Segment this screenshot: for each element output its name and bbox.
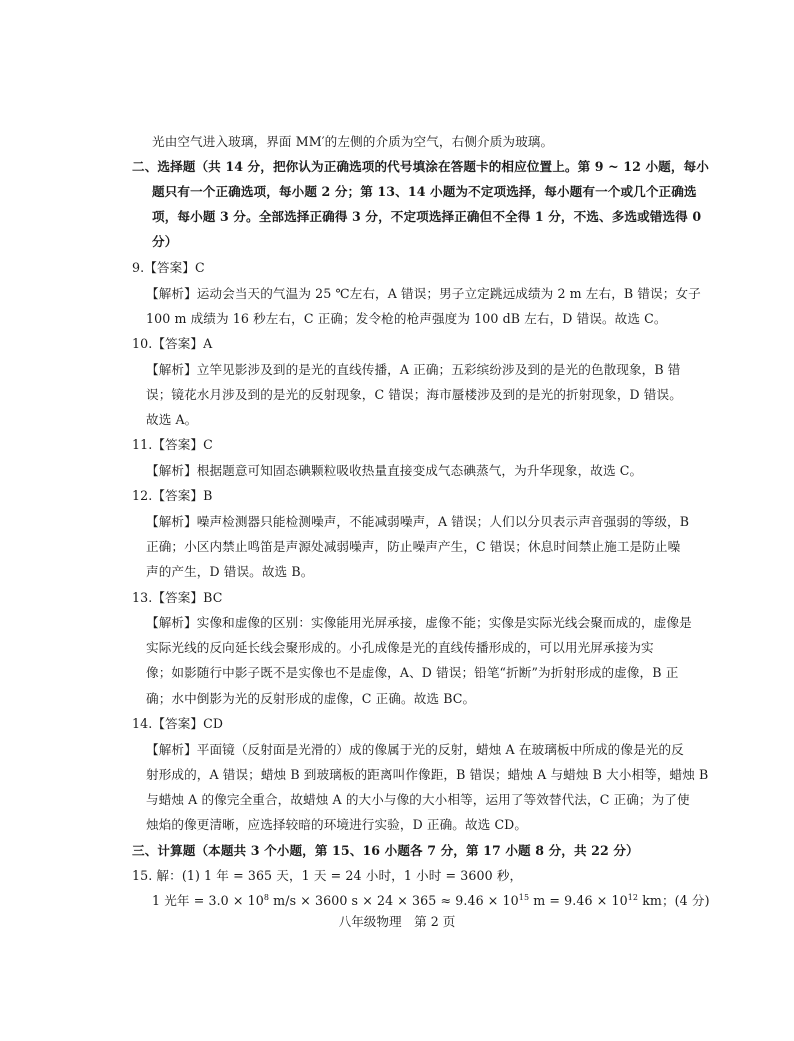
section-heading-choice: 二、选择题（共 14 分，把你认为正确选项的代号填涂在答题卡的相应位置上。第 9 ~ 12 小题，每小 [132,159,709,174]
analysis-14-line-1: 【解析】平面镜（反射面是光滑的）成的像属于光的反射，蜡烛 A 在玻璃板中所成的像是光的反 [146,742,684,757]
analysis-12-line-1: 【解析】噪声检测器只能检测噪声，不能减弱噪声，A 错误；人们以分贝表示声音强弱的等级，B [146,514,690,529]
analysis-14-line-2: 射形成的，A 错误；蜡烛 B 到玻璃板的距离叫作像距，B 错误；蜡烛 A 与蜡烛 B 大小相等，蜡烛 B [146,767,709,782]
analysis-13-line-2: 实际光线的反向延长线会聚形成的。小孔成像是光的直线传播形成的，可以用光屏承接为实 [146,640,654,655]
analysis-13-line-4: 确；水中倒影为光的反射形成的虚像，C 正确。故选 BC。 [146,691,476,706]
analysis-10-line-1: 【解析】立竿见影涉及到的是光的直线传播，A 正确；五彩缤纷涉及到的是光的色散现象，B 错 [146,362,681,377]
formula-exponent-3: 12 [627,893,639,902]
analysis-13-line-1: 【解析】实像和虚像的区别：实像能用光屏承接，虚像不能；实像是实际光线会聚而成的，虚像是 [146,615,692,630]
analysis-12-line-2: 正确；小区内禁止鸣笛是声源处减弱噪声，防止噪声产生，C 错误；休息时间禁止施工是防止噪 [146,539,681,554]
answer-10: 10.【答案】A [132,336,213,351]
formula-exponent-1: 8 [263,893,270,902]
analysis-9-line-2: 100 m 成绩为 16 秒左右，C 正确；发令枪的枪声强度为 100 dB 左右，D 错误。故选 C。 [146,311,667,326]
solution-15-formula [152,893,710,909]
text-line-4: 项，每小题 3 分。全部选择正确得 3 分，不定项选择正确但不全得 1 分，不选、多选或错选得 0 [152,209,702,224]
analysis-11-line-1: 【解析】根据题意可知固态碘颗粒吸收热量直接变成气态碘蒸气，为升华现象，故选 C。 [146,463,643,478]
analysis-9-line-1: 【解析】运动会当天的气温为 25 ℃左右，A 错误；男子立定跳远成绩为 2 m 左右，B 错误；女子 [146,286,701,301]
answer-11: 11.【答案】C [132,437,213,452]
text-line-5: 分） [152,234,178,249]
formula-part-4: km；(4 分) [638,893,710,908]
page-footer: 八年级物理 第 2 页 [338,914,456,929]
solution-15-line-1: 15. 解：(1) 1 年 = 365 天，1 天 = 24 小时，1 小时 = 3600 秒， [132,868,523,883]
text-line-1: 光由空气进入玻璃，界面 MM′的左侧的介质为空气，右侧介质为玻璃。 [152,134,554,149]
analysis-14-line-4: 烛焰的像更清晰，应选择较暗的环境进行实验，D 正确。故选 CD。 [146,817,528,832]
formula-part-2: m/s × 3600 s × 24 × 365 ≈ 9.46 × 10 [269,893,519,908]
answer-12: 12.【答案】B [132,488,213,503]
text-line-3: 题只有一个正确选项，每小题 2 分；第 13、14 小题为不定项选择，每小题有一个或几个正确选 [152,184,697,199]
analysis-12-line-3: 声的产生，D 错误。故选 B。 [146,564,314,579]
section-heading-calc: 三、计算题（本题共 3 个小题，第 15、16 小题各 7 分，第 17 小题 8 分，共 22 分） [132,843,639,858]
answer-9: 9.【答案】C [132,260,205,275]
analysis-14-line-3: 与蜡烛 A 的像完全重合，故蜡烛 A 的大小与像的大小相等，运用了等效替代法，C 正确；为了使 [146,792,690,807]
analysis-13-line-3: 像；如影随行中影子既不是实像也不是虚像，A、D 错误；铅笔“折断”为折射形成的虚像，B 正 [146,665,679,680]
analysis-10-line-3: 故选 A。 [146,412,198,427]
formula-exponent-2: 15 [518,893,530,902]
formula-part-3: m = 9.46 × 10 [529,893,628,908]
formula-part-1: 1 光年 = 3.0 × 10 [152,893,264,908]
analysis-10-line-2: 误；镜花水月涉及到的是光的反射现象，C 错误；海市蜃楼涉及到的是光的折射现象，D 错误。 [146,387,682,402]
answer-14: 14.【答案】CD [132,716,224,731]
answer-13: 13.【答案】BC [132,590,223,605]
